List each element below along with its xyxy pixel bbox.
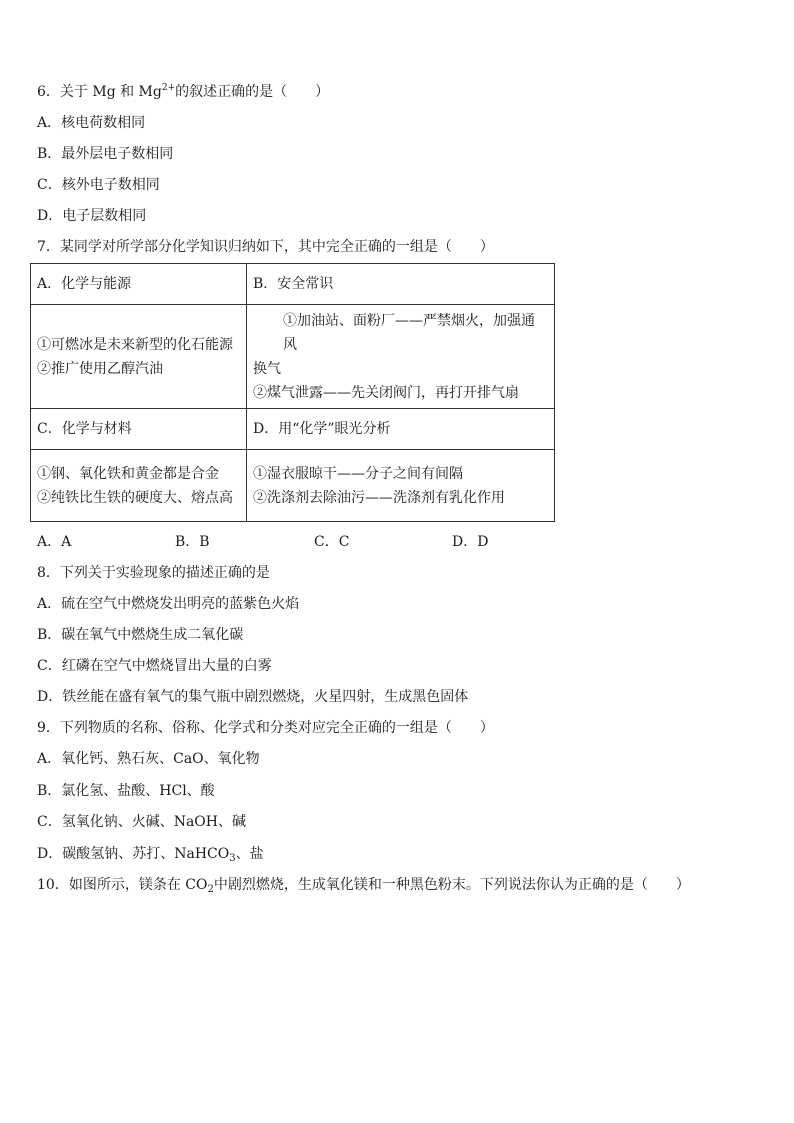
table-cell-c-head: C．化学与材料 xyxy=(31,409,247,450)
q7-knowledge-table xyxy=(30,263,555,522)
table-cell-a-body xyxy=(31,305,247,409)
q6-option-c: C．核外电子数相同 xyxy=(37,177,160,193)
table-cell-d-head: D．用“化学”眼光分析 xyxy=(247,409,555,450)
q6-option-d: D．电子层数相同 xyxy=(37,208,147,224)
table-b-item-1: ①加油站、面粉厂——严禁烟火，加强通风 xyxy=(283,312,535,353)
q6-option-b: B．最外层电子数相同 xyxy=(37,146,174,162)
q9-option-d-text: D．碳酸氢钠、苏打、NaHCO xyxy=(37,846,230,862)
q10-stem-text: 10．如图所示，镁条在 CO xyxy=(37,877,208,893)
q10-stem-text-end: 中剧烈燃烧，生成氧化镁和一种黑色粉末。下列说法你认为正确的是（ ） xyxy=(213,877,690,893)
q9-option-c: C．氢氧化钠、火碱、NaOH、碱 xyxy=(37,814,246,830)
table-c-item-1: ①钢、氧化铁和黄金都是合金 xyxy=(37,465,219,482)
table-d-item-2: ②洗涤剂去除油污——洗涤剂有乳化作用 xyxy=(253,489,505,506)
table-cell-b-head: B．安全常识 xyxy=(247,264,555,305)
table-cell-d-body xyxy=(247,450,555,522)
q7-choice-c: C．C xyxy=(314,534,350,550)
q7-stem: 7．某同学对所学部分化学知识归纳如下，其中完全正确的一组是（ ） xyxy=(37,239,494,255)
q6-stem-text-end: 的叙述正确的是（ ） xyxy=(175,84,330,100)
q8-option-d: D．铁丝能在盛有氧气的集气瓶中剧烈燃烧，火星四射，生成黑色固体 xyxy=(37,689,469,705)
q6-stem-superscript: 2+ xyxy=(161,83,176,93)
table-a-item-1: ①可燃冰是未来新型的化石能源 xyxy=(37,336,233,353)
q8-stem: 8．下列关于实验现象的描述正确的是 xyxy=(37,565,270,581)
table-cell-b-body xyxy=(247,305,555,409)
q7-choice-b: B．B xyxy=(175,534,210,550)
q9-option-b: B．氯化氢、盐酸、HCl、酸 xyxy=(37,783,215,799)
table-cell-a-head: A．化学与能源 xyxy=(31,264,247,305)
q9-stem: 9．下列物质的名称、俗称、化学式和分类对应完全正确的一组是（ ） xyxy=(37,720,494,736)
table-cell-c-body xyxy=(31,450,247,522)
q8-option-b: B．碳在氧气中燃烧生成二氧化碳 xyxy=(37,627,244,643)
q7-choice-d: D．D xyxy=(452,534,489,550)
q9-option-d-text-end: 、盐 xyxy=(235,846,264,862)
q8-option-c: C．红磷在空气中燃烧冒出大量的白雾 xyxy=(37,658,272,674)
table-b-item-1-cont: 换气 xyxy=(253,360,281,377)
q9-option-a: A．氧化钙、熟石灰、CaO、氧化物 xyxy=(37,751,260,767)
q10-stem-subscript: 2 xyxy=(207,884,214,895)
q6-option-a: A．核电荷数相同 xyxy=(37,115,146,131)
q8-option-a: A．硫在空气中燃烧发出明亮的蓝紫色火焰 xyxy=(37,596,300,612)
table-c-item-2: ②纯铁比生铁的硬度大、熔点高 xyxy=(37,489,233,506)
q10-stem xyxy=(37,876,690,894)
q9-option-d xyxy=(37,845,264,863)
q6-stem xyxy=(37,83,329,101)
table-b-item-2: ②煤气泄露——先关闭阀门，再打开排气扇 xyxy=(253,384,519,401)
q9-option-d-subscript: 3 xyxy=(229,853,236,864)
table-d-item-1: ①湿衣服晾干——分子之间有间隔 xyxy=(253,465,463,482)
q6-stem-text: 6．关于 Mg 和 Mg xyxy=(37,84,162,100)
q7-choice-a: A．A xyxy=(37,534,72,550)
table-a-item-2: ②推广使用乙醇汽油 xyxy=(37,360,163,377)
